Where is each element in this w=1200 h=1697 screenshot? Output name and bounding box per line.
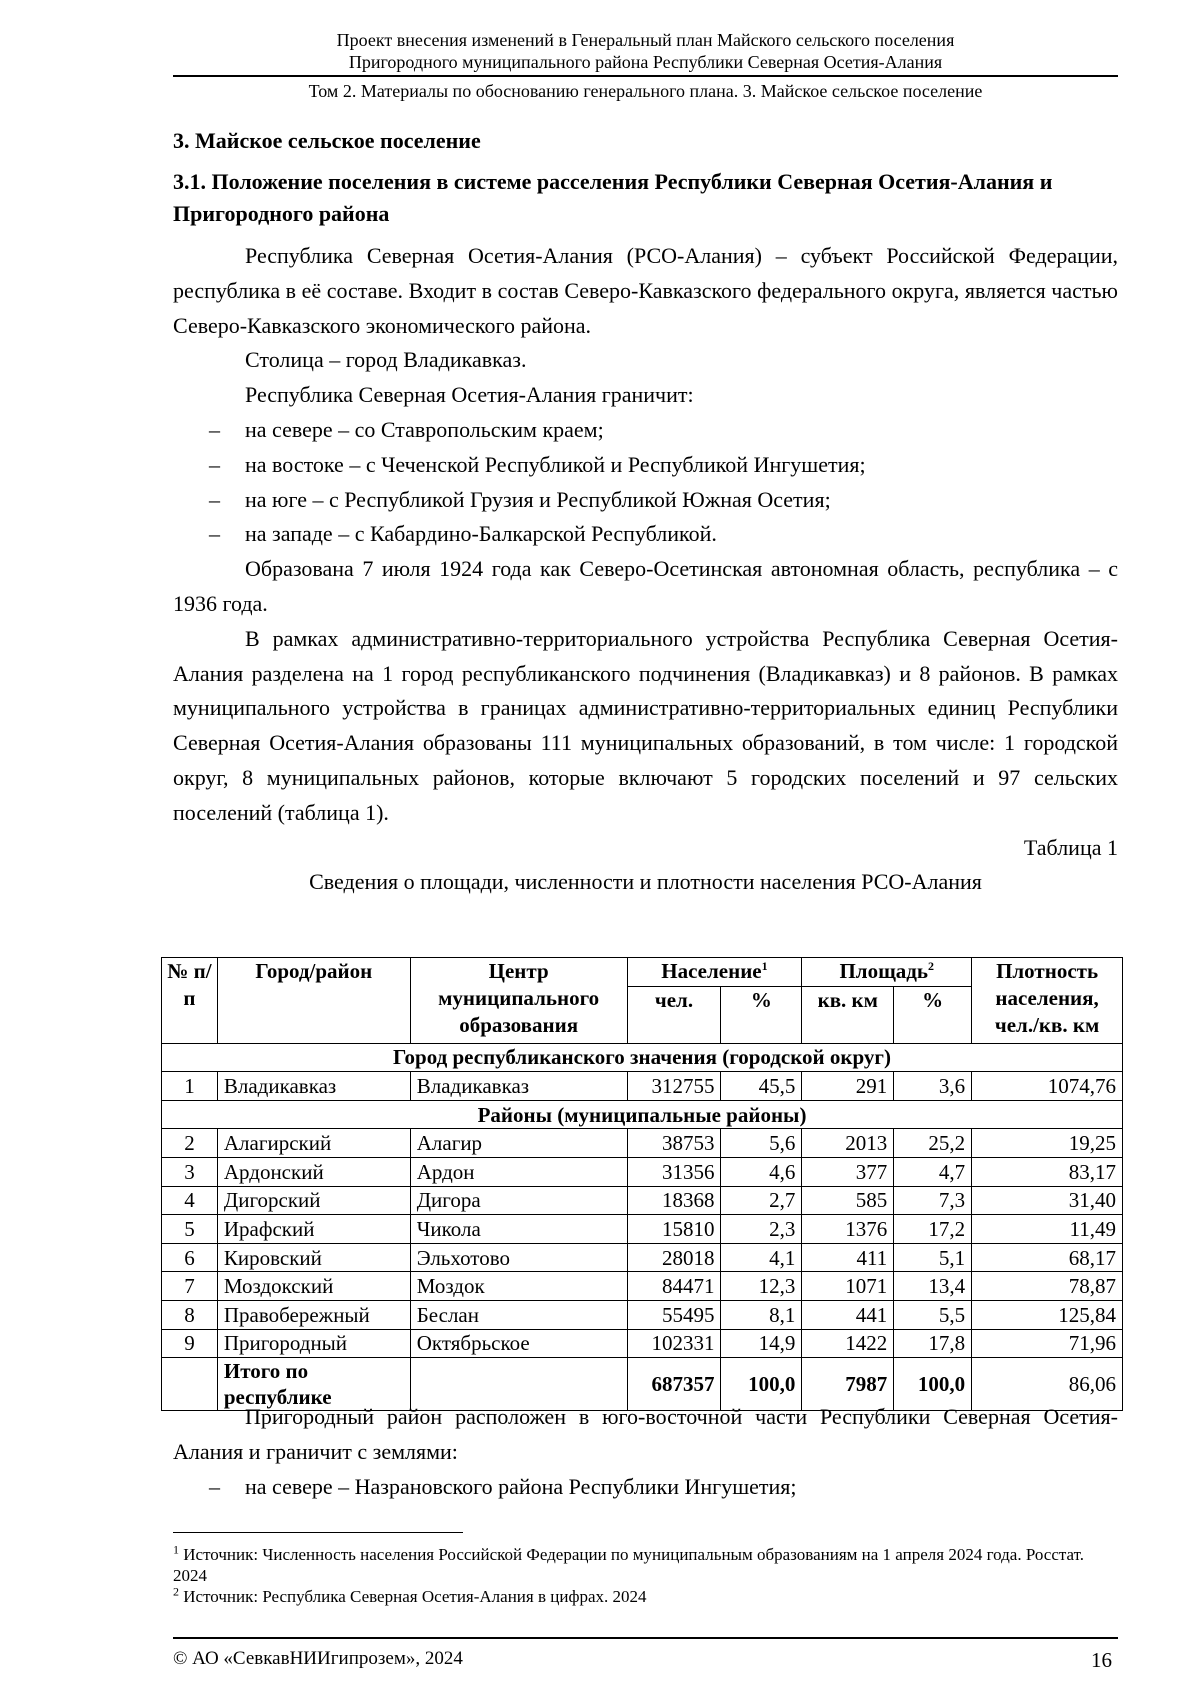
table-cell: 78,87	[972, 1272, 1123, 1301]
table-cell: Пригородный	[217, 1329, 410, 1358]
table-caption: Сведения о площади, численности и плотности населения РСО-Алания	[309, 869, 982, 895]
list-text: на западе – с Кабардино-Балкарской Республикой.	[245, 521, 717, 547]
list-item	[173, 1470, 1118, 1505]
copyright: © АО «СевкавНИИгипрозем», 2024	[173, 1648, 463, 1669]
table-cell: 12,3	[721, 1272, 802, 1301]
table-cell: 1422	[802, 1329, 894, 1358]
table-cell: 31,40	[972, 1186, 1123, 1215]
table-cell: 68,17	[972, 1243, 1123, 1272]
table-cell: Дигора	[410, 1186, 627, 1215]
table-cell: 19,25	[972, 1129, 1123, 1158]
footnote-ref: 1	[761, 959, 768, 974]
table-cell: 83,17	[972, 1157, 1123, 1186]
dash: –	[209, 486, 220, 512]
table-cell: Моздок	[410, 1272, 627, 1301]
table-cell: 14,9	[721, 1329, 802, 1358]
table-cell: 1	[162, 1072, 218, 1101]
table-cell: 4	[162, 1186, 218, 1215]
table-cell: Эльхотово	[410, 1243, 627, 1272]
table-cell: 5	[162, 1215, 218, 1244]
running-header	[173, 29, 1118, 73]
table-cell: 100,0	[721, 1358, 802, 1411]
table-cell: 38753	[627, 1129, 721, 1158]
table-cell: 291	[802, 1072, 894, 1101]
header-center: Центр муниципального образования	[410, 958, 627, 1044]
table-cell: 55495	[627, 1300, 721, 1329]
table-cell: 15810	[627, 1215, 721, 1244]
group-row	[162, 1100, 1123, 1129]
table-cell: 125,84	[972, 1300, 1123, 1329]
table-cell: 4,7	[894, 1157, 972, 1186]
table-cell: 2	[162, 1129, 218, 1158]
dash: –	[209, 521, 220, 547]
footer	[173, 1648, 1118, 1670]
footnote	[173, 1544, 1118, 1586]
list-text: на севере – Назрановского района Республики Ингушетия;	[245, 1473, 797, 1499]
table-cell: 17,2	[894, 1215, 972, 1244]
table-cell: Правобережный	[217, 1300, 410, 1329]
table-cell: 7987	[802, 1358, 894, 1411]
table-row	[162, 1215, 1123, 1244]
table-cell: 18368	[627, 1186, 721, 1215]
table-cell: Ардон	[410, 1157, 627, 1186]
footnote-mark: 2	[173, 1584, 179, 1599]
page-number: 16	[1091, 1648, 1112, 1672]
table-row	[162, 1157, 1123, 1186]
table-label: Таблица 1	[1023, 834, 1118, 860]
table-cell: 5,1	[894, 1243, 972, 1272]
table-row	[162, 1329, 1123, 1358]
list-text: на востоке – с Чеченской Республикой и Республикой Ингушетия;	[245, 451, 866, 477]
header-population	[627, 958, 802, 987]
table-cell: Беслан	[410, 1300, 627, 1329]
header-text: Площадь	[839, 959, 929, 984]
header-pct: %	[721, 986, 802, 1043]
group-label: Районы (муниципальные районы)	[162, 1100, 1123, 1129]
table-cell: 2013	[802, 1129, 894, 1158]
table-cell: 11,49	[972, 1215, 1123, 1244]
paragraph: В рамках административно-территориального устройства Республика Северная Осетия-Алания разделена на 1 город республиканского подчинения (Владикавказ) и 8 районов. В рамках муниципального устройства в границах административно-территориальных единиц Республики Северная Осетия-Алания образованы 111 муниципальных образований, в том числе: 1 городской округ, 8 муниципальных районов, которые включают 5 городских поселений и 97 сельских поселений (таблица 1).	[173, 625, 1118, 825]
table-cell: 1376	[802, 1215, 894, 1244]
header-line: Пригородного муниципального района Республики Северная Осетия-Алания	[348, 52, 943, 72]
table-row	[162, 1243, 1123, 1272]
table-cell: 411	[802, 1243, 894, 1272]
paragraph: Республика Северная Осетия-Алания (РСО-Алания) – субъект Российской Федерации, республика в её составе. Входит в состав Северо-Кавказского федерального округа, является частью Северо-Кавказского экономического района.	[173, 243, 1118, 338]
table-cell: 102331	[627, 1329, 721, 1358]
table-cell: 1074,76	[972, 1072, 1123, 1101]
table-cell: 7,3	[894, 1186, 972, 1215]
table-cell: 25,2	[894, 1129, 972, 1158]
table-cell: Алагир	[410, 1129, 627, 1158]
table-cell: 585	[802, 1186, 894, 1215]
list-text: на юге – с Республикой Грузия и Республикой Южная Осетия;	[245, 486, 831, 512]
header-district: Город/район	[217, 958, 410, 1044]
table-cell: 7	[162, 1272, 218, 1301]
footnote-ref: 2	[928, 959, 935, 974]
header-rule	[173, 75, 1118, 77]
table-cell: 312755	[627, 1072, 721, 1101]
table-cell: Владикавказ	[410, 1072, 627, 1101]
table-row	[162, 1186, 1123, 1215]
table-cell: 6	[162, 1243, 218, 1272]
header-sqkm: кв. км	[802, 986, 894, 1043]
table-cell: 5,6	[721, 1129, 802, 1158]
table-row	[162, 1072, 1123, 1101]
header-people: чел.	[627, 986, 721, 1043]
table-cell: 8	[162, 1300, 218, 1329]
footnote-mark: 1	[173, 1542, 179, 1557]
table-cell: 3,6	[894, 1072, 972, 1101]
group-label: Город республиканского значения (городской округ)	[162, 1043, 1123, 1072]
body-text-after	[173, 1400, 1118, 1504]
table-cell: 13,4	[894, 1272, 972, 1301]
table-row	[162, 1129, 1123, 1158]
table-cell: 2,7	[721, 1186, 802, 1215]
header-pct2: %	[894, 986, 972, 1043]
table-row	[162, 1300, 1123, 1329]
table-cell: 2,3	[721, 1215, 802, 1244]
table-cell: 4,1	[721, 1243, 802, 1272]
table-cell: 3	[162, 1157, 218, 1186]
list-item	[173, 517, 1118, 552]
table-cell: 8,1	[721, 1300, 802, 1329]
header-line: Проект внесения изменений в Генеральный план Майского сельского поселения	[336, 30, 955, 50]
table-cell: Итого по республике	[217, 1358, 410, 1411]
paragraph: Образована 7 июля 1924 года как Северо-Осетинская автономная область, республика – с 1936 года.	[173, 556, 1118, 616]
table-cell: Владикавказ	[217, 1072, 410, 1101]
section-title: 3. Майское сельское поселение	[173, 128, 481, 153]
table-cell: Чикола	[410, 1215, 627, 1244]
header-num: № п/п	[162, 958, 218, 1044]
table-cell: 687357	[627, 1358, 721, 1411]
paragraph: Столица – город Владикавказ.	[245, 347, 527, 373]
dash: –	[209, 416, 220, 442]
table-cell: 31356	[627, 1157, 721, 1186]
population-table	[161, 957, 1123, 1411]
footer-rule	[173, 1637, 1118, 1639]
table-cell: 5,5	[894, 1300, 972, 1329]
table-cell: 71,96	[972, 1329, 1123, 1358]
footnote-rule	[173, 1532, 463, 1533]
table-cell: 377	[802, 1157, 894, 1186]
table-cell: Ирафский	[217, 1215, 410, 1244]
group-row	[162, 1043, 1123, 1072]
body-text	[173, 239, 1118, 900]
table-cell: 9	[162, 1329, 218, 1358]
list-item	[173, 483, 1118, 518]
table-cell: Дигорский	[217, 1186, 410, 1215]
table-cell: Ардонский	[217, 1157, 410, 1186]
dash: –	[209, 451, 220, 477]
table-cell: 28018	[627, 1243, 721, 1272]
table-row	[162, 1272, 1123, 1301]
table-cell: 17,8	[894, 1329, 972, 1358]
list-item	[173, 413, 1118, 448]
table-cell: 4,6	[721, 1157, 802, 1186]
table-cell: 100,0	[894, 1358, 972, 1411]
footnote-text: Источник: Численность населения Российской Федерации по муниципальным образованиям на 1 апреля 2024 года. Росстат. 2024	[173, 1545, 1085, 1585]
paragraph: Пригородный район расположен в юго-восточной части Республики Северная Осетия-Алания и граничит с землями:	[173, 1404, 1118, 1464]
footnote-text: Источник: Республика Северная Осетия-Алания в цифрах. 2024	[183, 1587, 647, 1606]
list-item	[173, 448, 1118, 483]
header-text: Население	[661, 959, 762, 984]
table-cell: 86,06	[972, 1358, 1123, 1411]
table-cell: 84471	[627, 1272, 721, 1301]
table-cell: Кировский	[217, 1243, 410, 1272]
table-cell: 45,5	[721, 1072, 802, 1101]
list-text: на севере – со Ставропольским краем;	[245, 416, 604, 442]
volume-line: Том 2. Материалы по обоснованию генерального плана. 3. Майское сельское поселение	[308, 81, 983, 101]
footnotes	[173, 1544, 1118, 1607]
header-density: Плотность населения, чел./кв. км	[972, 958, 1123, 1044]
dash: –	[209, 1473, 220, 1499]
header-area	[802, 958, 972, 987]
table-cell: Алагирский	[217, 1129, 410, 1158]
paragraph: Республика Северная Осетия-Алания граничит:	[245, 382, 694, 408]
footnote	[173, 1586, 1118, 1607]
table-cell: Октябрьское	[410, 1329, 627, 1358]
subsection-title: 3.1. Положение поселения в системе расселения Республики Северная Осетия-Алания и Пригородного района	[173, 169, 1053, 226]
table-cell: 441	[802, 1300, 894, 1329]
table-cell: Моздокский	[217, 1272, 410, 1301]
table-cell: 1071	[802, 1272, 894, 1301]
